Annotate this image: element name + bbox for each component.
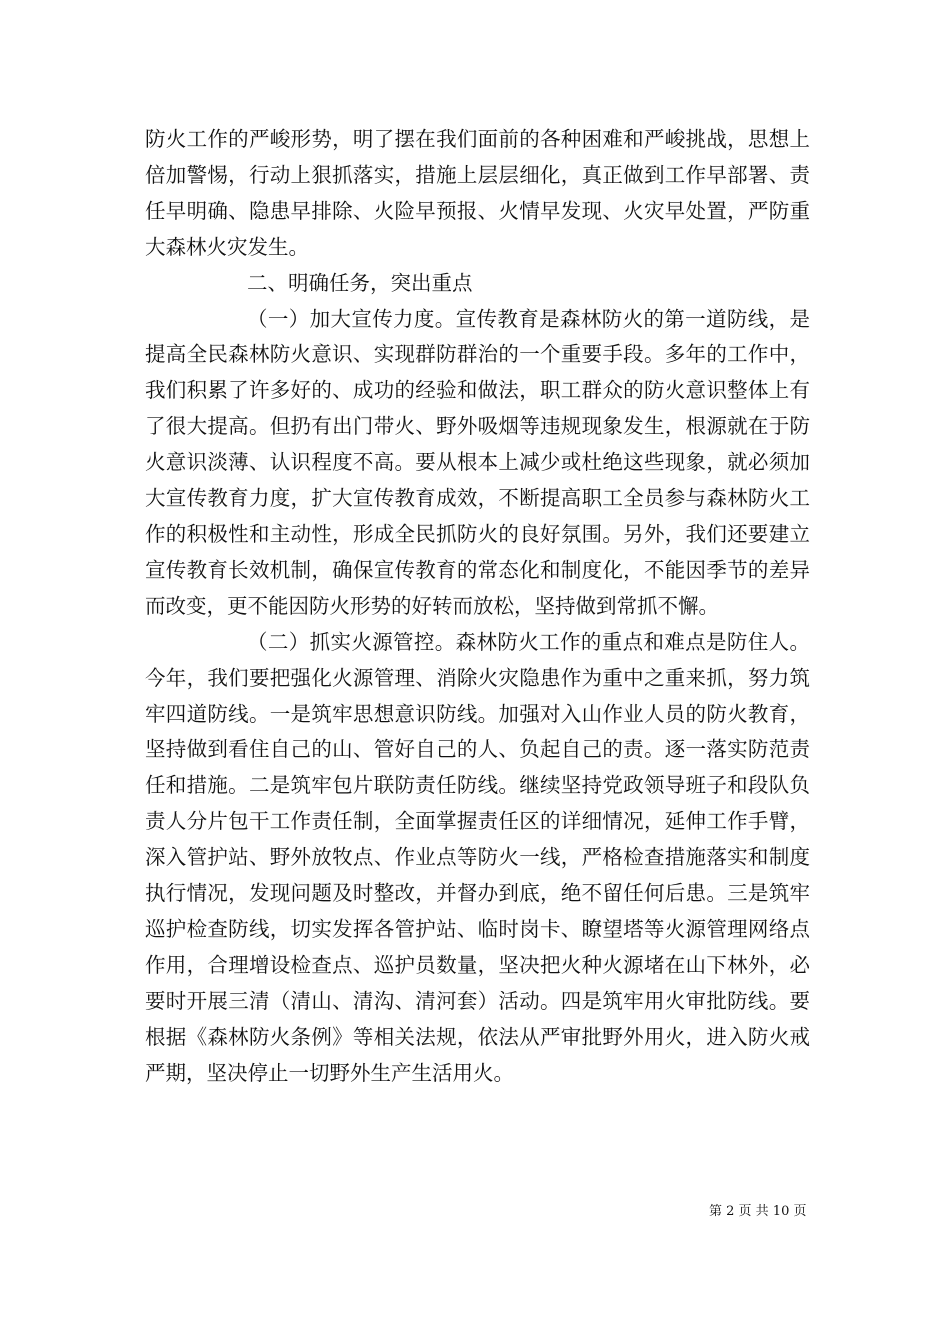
document-body [145,122,810,1091]
page-number-footer: 第 2 页 共 10 页 [709,1204,807,1219]
section-heading: 二、明确任务，突出重点 [247,270,473,295]
paragraph-fire-source-control: （二）抓实火源管控。森林防火工作的重点和难点是防住人。今年，我们要把强化火源管理、消除火灾隐患作为重中之重来抓，努力筑牢四道防线。一是筑牢思想意识防线。加强对入山作业人员的防火教育，坚持做到看住自己的山、管好自己的人、负起自己的责。逐一落实防范责任和措施。二是筑牢包片联防责任防线。继续坚持党政领导班子和段队负责人分片包干工作责任制，全面掌握责任区的详细情况，延伸工作手臂，深入管护站、野外放牧点、作业点等防火一线，严格检查措施落实和制度执行情况，发现问题及时整改，并督办到底，绝不留任何后患。三是筑牢巡护检查防线，切实发挥各管护站、临时岗卡、瞭望塔等火源管理网络点作用，合理增设检查点、巡护员数量，坚决把火种火源堵在山下林外，必要时开展三清（清山、清沟、清河套）活动。四是筑牢用火审批防线。要根据《森林防火条例》等相关法规，依法从严审批野外用火，进入防火戒严期，坚决停止一切野外生产生活用火。 [145,629,810,1085]
paragraph-publicity: （一）加大宣传力度。宣传教育是森林防火的第一道防线，是提高全民森林防火意识、实现群防群治的一个重要手段。多年的工作中，我们积累了许多好的、成功的经验和做法，职工群众的防火意识整体上有了很大提高。但扔有出门带火、野外吸烟等违规现象发生，根源就在于防火意识淡薄、认识程度不高。要从根本上减少或杜绝这些现象，就必须加大宣传教育力度，扩大宣传教育成效，不断提高职工全员参与森林防火工作的积极性和主动性，形成全民抓防火的良好氛围。另外，我们还要建立宣传教育长效机制，确保宣传教育的常态化和制度化，不能因季节的差异而改变，更不能因防火形势的好转而放松，坚持做到常抓不懈。 [145,306,810,618]
paragraph-continuation: 防火工作的严峻形势，明了摆在我们面前的各种困难和严峻挑战，思想上倍加警惕，行动上狠抓落实，措施上层层细化，真正做到工作早部署、责任早明确、隐患早排除、火险早预报、火情早发现、火灾早处置，严防重大森林火灾发生。 [145,127,810,259]
